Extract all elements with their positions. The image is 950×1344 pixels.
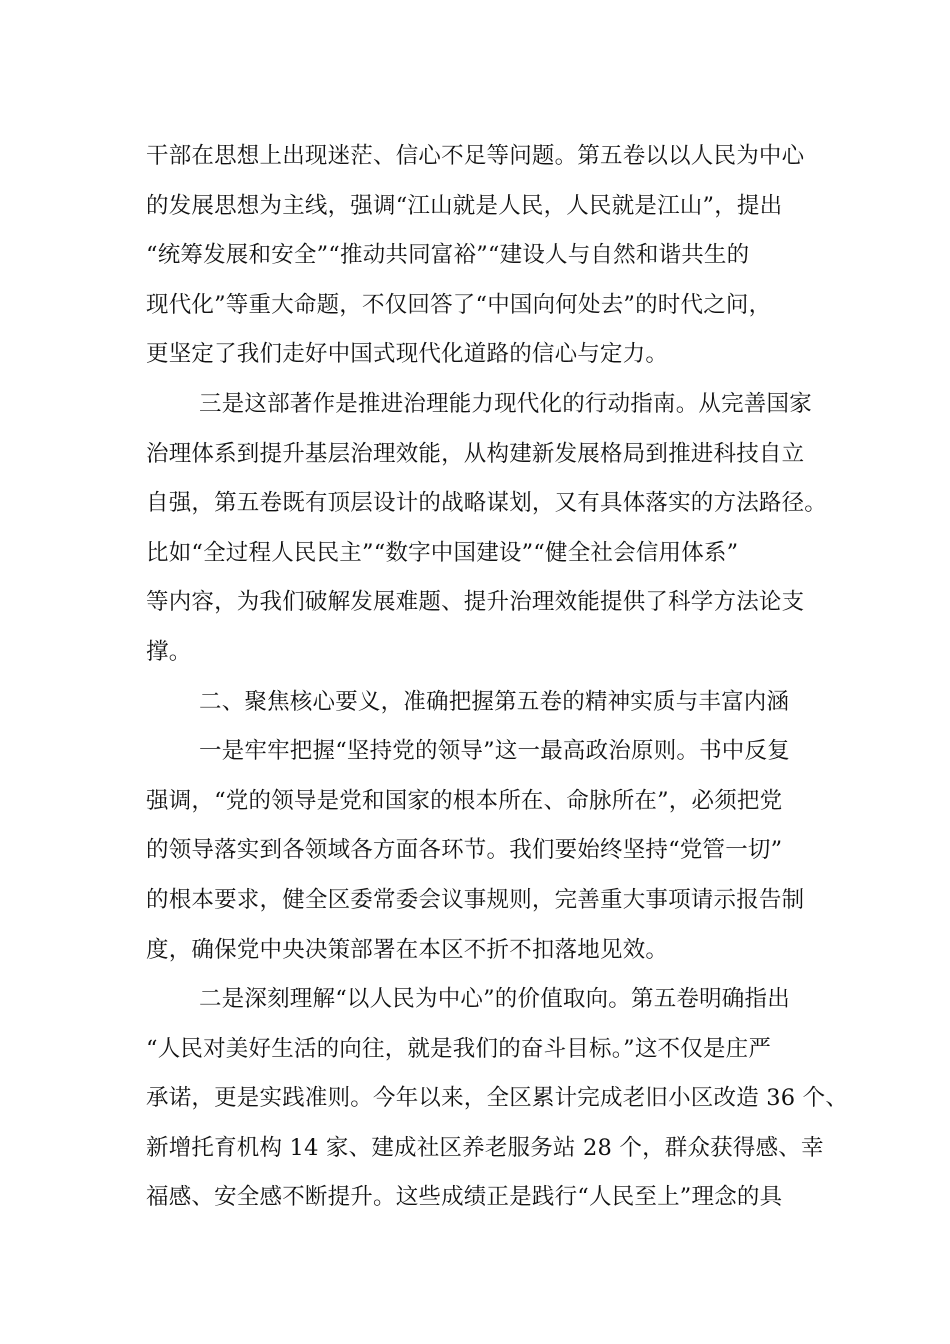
text-line: 自强，第五卷既有顶层设计的战略谋划，又有具体落实的方法路径。 — [146, 490, 828, 517]
text-line: 强调，“党的领导是党和国家的根本所在、命脉所在”，必须把党 — [146, 787, 783, 814]
text-line: “人民对美好生活的向往，就是我们的奋斗目标。”这不仅是庄严 — [146, 1035, 772, 1062]
text-line: 承诺，更是实践准则。今年以来，全区累计完成老旧小区改造 36 个、 — [146, 1085, 849, 1112]
text-line: 比如“全过程人民民主”“数字中国建设”“健全社会信用体系” — [146, 539, 739, 566]
text-line: “统筹发展和安全”“推动共同富裕”“建设人与自然和谐共生的 — [146, 242, 750, 269]
section-heading: 二、聚焦核心要义，准确把握第五卷的精神实质与丰富内涵 — [199, 688, 790, 715]
text-line: 度，确保党中央决策部署在本区不折不扣落地见效。 — [146, 936, 669, 963]
text-line: 更坚定了我们走好中国式现代化道路的信心与定力。 — [146, 341, 669, 368]
text-line: 福感、安全感不断提升。这些成绩正是践行“人民至上”理念的具 — [146, 1184, 783, 1211]
text-line: 现代化”等重大命题，不仅回答了“中国向何处去”的时代之问， — [146, 291, 772, 318]
text-line: 新增托育机构 14 家、建成社区养老服务站 28 个，群众获得感、幸 — [146, 1134, 824, 1161]
text-line: 的根本要求，健全区委常委会议事规则，完善重大事项请示报告制 — [146, 886, 805, 913]
text-line: 撑。 — [146, 638, 192, 665]
paragraph-start-line: 三是这部著作是推进治理能力现代化的行动指南。从完善国家 — [199, 390, 812, 417]
paragraph-start-line: 二是深刻理解“以人民为中心”的价值取向。第五卷明确指出 — [199, 986, 790, 1013]
text-line: 的领导落实到各领域各方面各环节。我们要始终坚持“党管一切” — [146, 837, 783, 864]
paragraph-start-line: 一是牢牢把握“坚持党的领导”这一最高政治原则。书中反复 — [199, 738, 790, 765]
text-line: 治理体系到提升基层治理效能，从构建新发展格局到推进科技自立 — [146, 440, 805, 467]
text-line: 干部在思想上出现迷茫、信心不足等问题。第五卷以以人民为中心 — [146, 143, 805, 169]
text-line: 的发展思想为主线，强调“江山就是人民，人民就是江山”，提出 — [146, 192, 783, 219]
text-line: 等内容，为我们破解发展难题、提升治理效能提供了科学方法论支 — [146, 589, 805, 616]
body-text — [146, 132, 849, 1223]
